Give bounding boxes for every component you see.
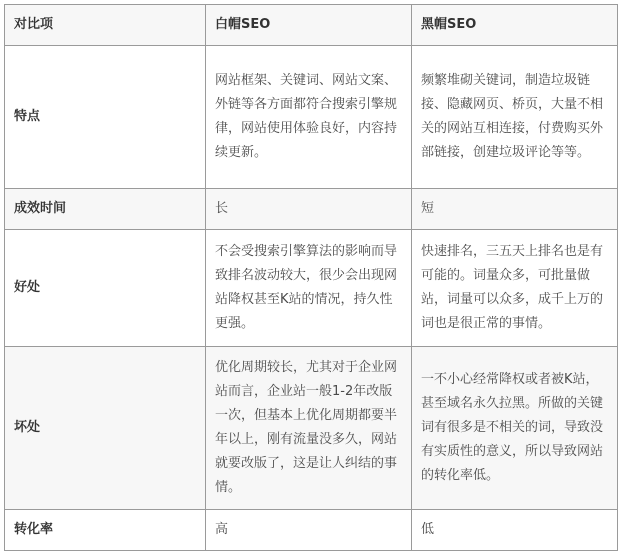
row-label: 坏处 [5,347,206,510]
comparison-table [4,4,618,551]
row-label: 转化率 [5,510,206,551]
row-label: 好处 [5,230,206,347]
table-row [5,46,618,189]
white-hat-cell: 长 [206,189,412,230]
table-row [5,510,618,551]
black-hat-cell: 一不小心经常降权或者被K站，甚至域名永久拉黑。所做的关键词有很多是不相关的词，导致没有实质性的意义，所以导致网站的转化率低。 [412,347,618,510]
header-black-hat: 黑帽SEO [412,5,618,46]
table-row [5,230,618,347]
table-row [5,347,618,510]
header-compare-item: 对比项 [5,5,206,46]
white-hat-cell: 优化周期较长，尤其对于企业网站而言，企业站一般1-2年改版一次，但基本上优化周期都要半年以上，刚有流量没多久，网站就要改版了，这是让人纠结的事情。 [206,347,412,510]
header-white-hat: 白帽SEO [206,5,412,46]
table-row [5,189,618,230]
black-hat-cell: 低 [412,510,618,551]
header-row [5,5,618,46]
row-label: 特点 [5,46,206,189]
black-hat-cell: 短 [412,189,618,230]
black-hat-cell: 快速排名，三五天上排名也是有可能的。词量众多，可批量做站，词量可以众多，成千上万的词也是很正常的事情。 [412,230,618,347]
white-hat-cell: 高 [206,510,412,551]
black-hat-cell: 频繁堆砌关键词，制造垃圾链接、隐藏网页、桥页，大量不相关的网站互相连接，付费购买外部链接，创建垃圾评论等等。 [412,46,618,189]
row-label: 成效时间 [5,189,206,230]
white-hat-cell: 网站框架、关键词、网站文案、外链等各方面都符合搜索引擎规律，网站使用体验良好，内容持续更新。 [206,46,412,189]
white-hat-cell: 不会受搜索引擎算法的影响而导致排名波动较大，很少会出现网站降权甚至K站的情况，持久性更强。 [206,230,412,347]
